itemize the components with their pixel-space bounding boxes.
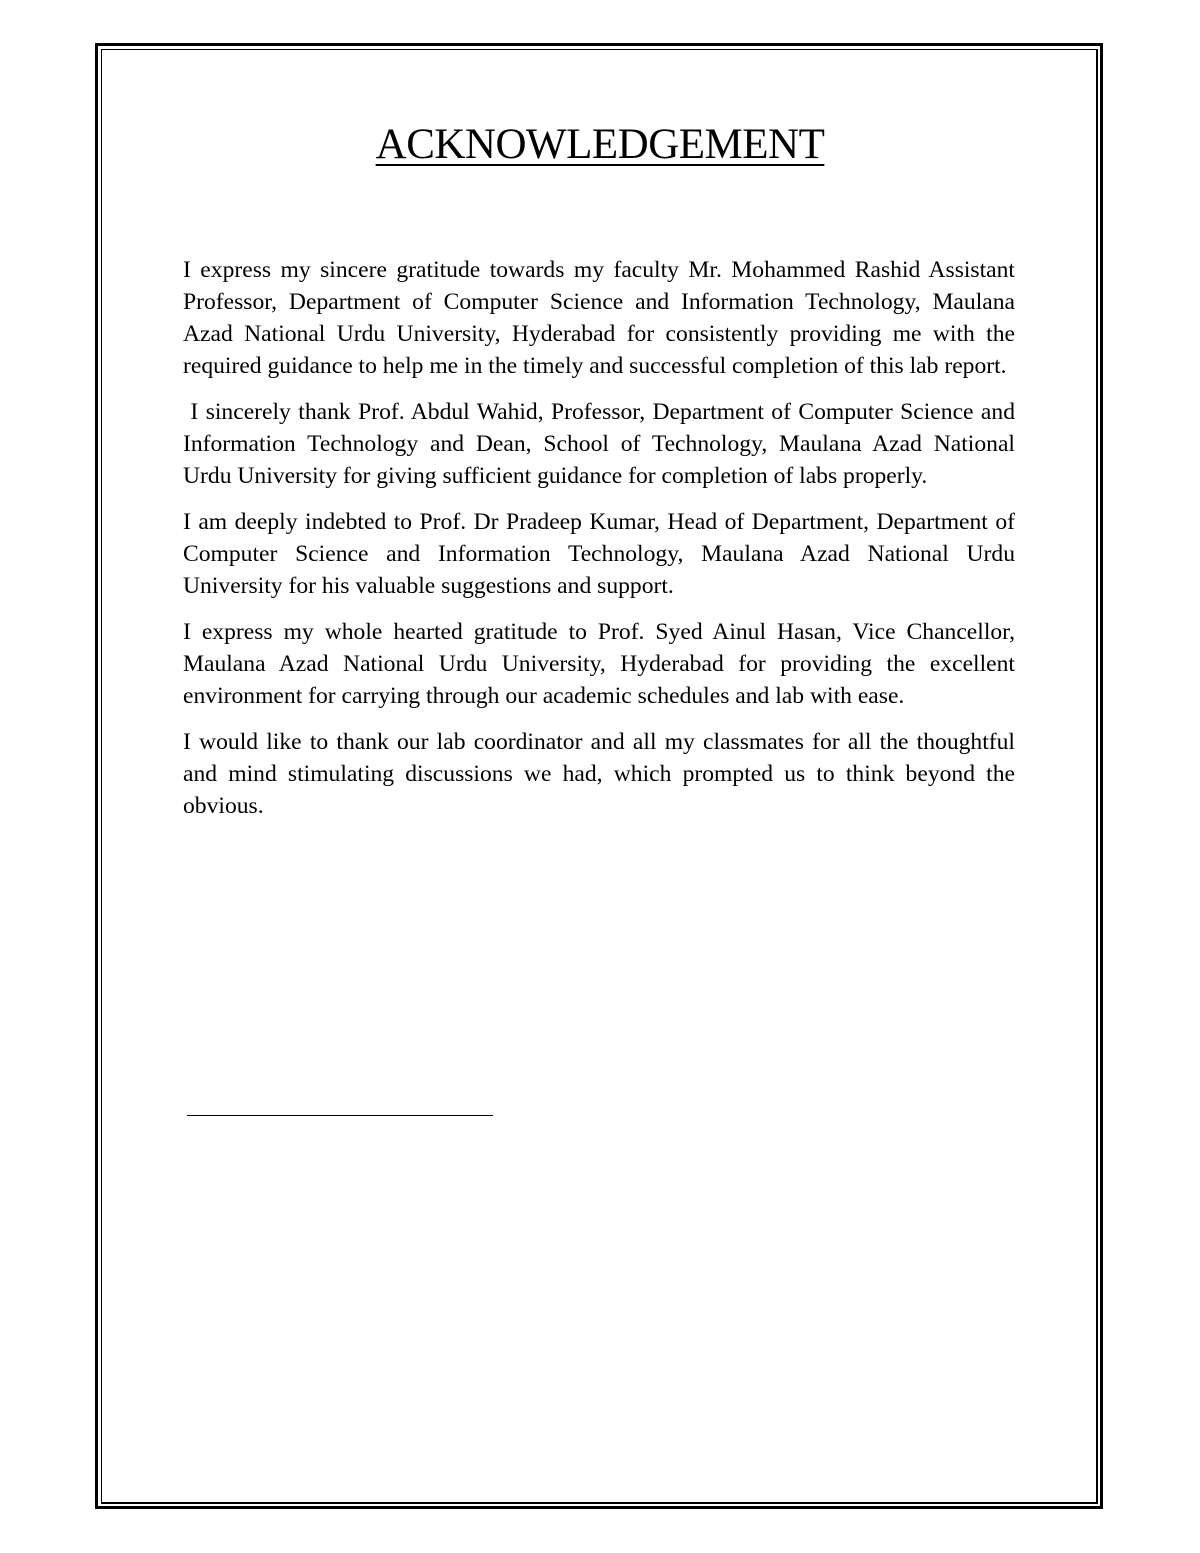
paragraph-vice-chancellor: I express my whole hearted gratitude to Prof. Syed Ainul Hasan, Vice Chancellor, Maulana Azad National Urdu University, Hyderabad for providing the excellent environment for carrying through our academic schedules and lab with ease. xyxy=(183,619,1015,709)
paragraph-dean: I sincerely thank Prof. Abdul Wahid, Professor, Department of Computer Science and Information Technology and Dean, School of Technology, Maulana Azad National Urdu University for giving sufficient guidance for completion of labs properly. xyxy=(183,399,1021,489)
paragraph-classmates: I would like to thank our lab coordinator and all my classmates for all the thoughtful and mind stimulating discussions we had, which prompted us to think beyond the obvious. xyxy=(183,729,1015,819)
acknowledgement-body xyxy=(183,254,1021,836)
page-title xyxy=(0,118,1200,172)
page-title-text: ACKNOWLEDGEMENT xyxy=(375,121,825,168)
paragraph-hod: I am deeply indebted to Prof. Dr Pradeep Kumar, Head of Department, Department of Computer Science and Information Technology, Maulana Azad National Urdu University for his valuable suggestions and support. xyxy=(183,509,1015,599)
paragraph-faculty: I express my sincere gratitude towards my faculty Mr. Mohammed Rashid Assistant Professor, Department of Computer Science and Information Technology, Maulana Azad National Urdu University, Hyderabad for consistently providing me with the required guidance to help me in the timely and successful completion of this lab report. xyxy=(183,257,1015,379)
signature-line xyxy=(187,1115,493,1116)
